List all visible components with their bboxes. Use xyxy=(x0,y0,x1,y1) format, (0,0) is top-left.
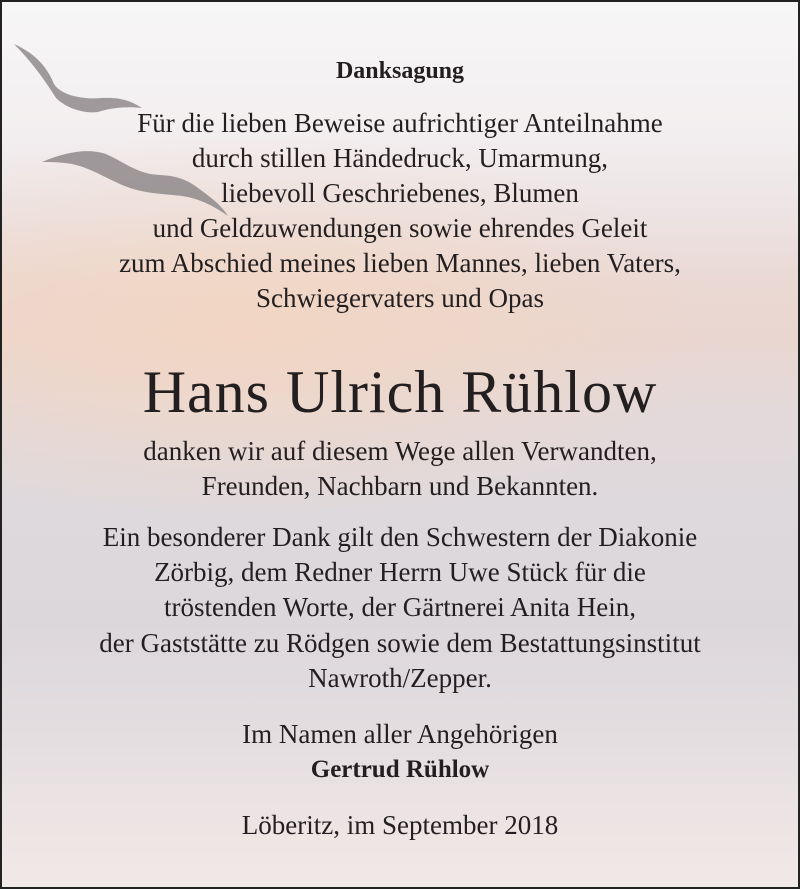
thanks-line-2: Freunden, Nachbarn und Bekannten. xyxy=(201,471,599,501)
special-thanks-line-3: tröstenden Worte, der Gärtnerei Anita Hein, xyxy=(164,592,636,622)
intro-line-6: Schwiegervaters und Opas xyxy=(256,283,544,313)
place-date: Löberitz, im September 2018 xyxy=(241,810,559,840)
intro-line-3: liebevoll Geschriebenes, Blumen xyxy=(221,178,579,208)
special-thanks-line-2: Zörbig, dem Redner Herrn Uwe Stück für die xyxy=(154,557,646,587)
intro-line-4: und Geldzuwendungen sowie ehrendes Geleit xyxy=(152,213,648,243)
heading: Danksagung xyxy=(335,58,465,84)
intro-line-1: Für die lieben Beweise aufrichtiger Anteilnahme xyxy=(137,108,663,138)
special-thanks-line-5: Nawroth/Zepper. xyxy=(308,663,492,693)
thanks-line-1: danken wir auf diesem Wege allen Verwandten, xyxy=(143,436,657,466)
intro-line-5: zum Abschied meines lieben Mannes, lieben Vaters, xyxy=(119,248,681,278)
on-behalf-line: Im Namen aller Angehörigen xyxy=(242,719,558,749)
special-thanks-line-4: der Gaststätte zu Rödgen sowie dem Bestattungsinstitut xyxy=(99,628,701,658)
intro-line-2: durch stillen Händedruck, Umarmung, xyxy=(191,143,609,173)
deceased-name: Hans Ulrich Rühlow xyxy=(142,359,658,425)
special-thanks-line-1: Ein besonderer Dank gilt den Schwestern der Diakonie xyxy=(102,522,698,552)
signer-name: Gertrud Rühlow xyxy=(310,756,490,783)
